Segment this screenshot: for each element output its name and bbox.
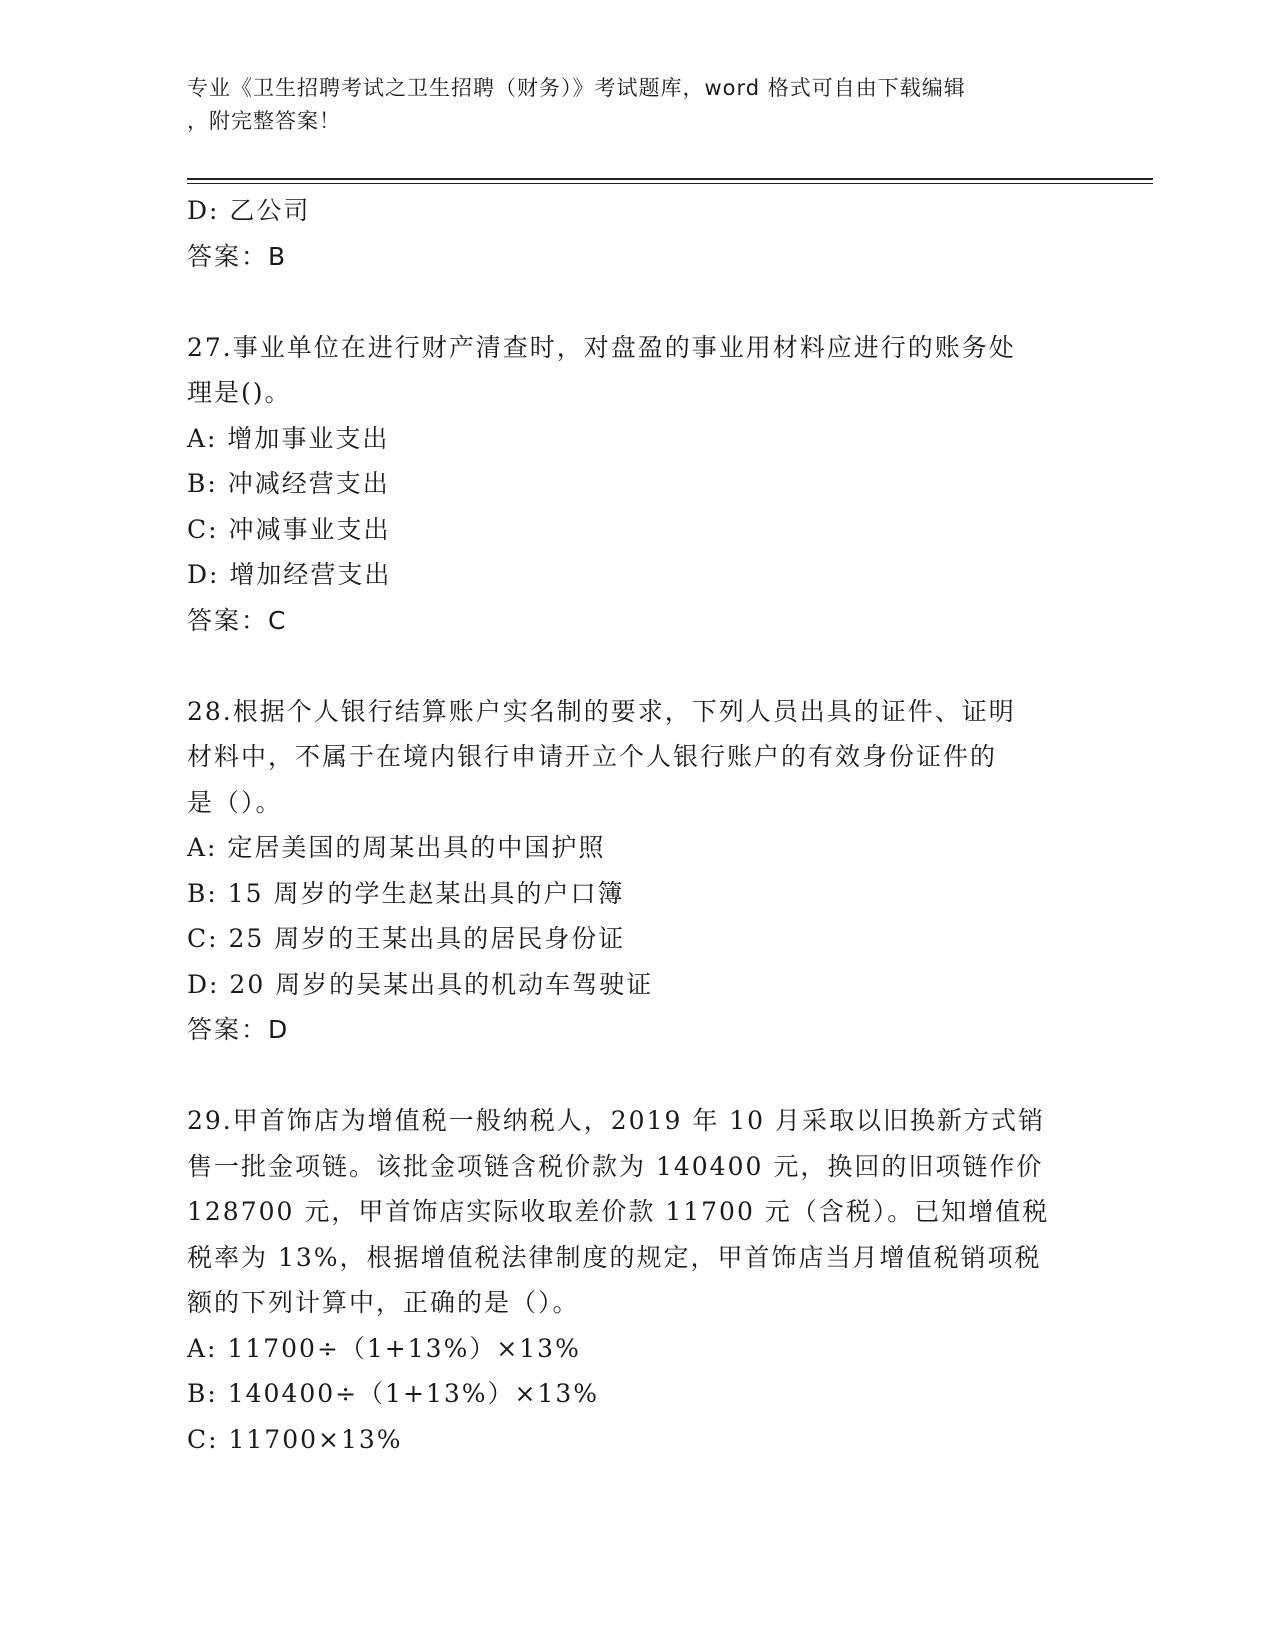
- answer: 答案：D: [187, 1015, 290, 1044]
- option-b: B: 冲减经营支出: [187, 469, 390, 498]
- option-c: C: 冲减事业支出: [187, 514, 391, 544]
- document-body: [187, 188, 1087, 1462]
- answer: 答案：B: [187, 241, 288, 271]
- answer: 答案：C: [187, 605, 288, 635]
- option-d: D: 增加经营支出: [187, 560, 392, 589]
- question-stem: 额的下列计算中，正确的是（）。: [187, 1288, 580, 1317]
- spacer: [187, 643, 1087, 689]
- question-stem: 是（）。: [187, 787, 283, 817]
- question-stem: 27.事业单位在进行财产清查时，对盘盈的事业用材料应进行的账务处: [187, 332, 1016, 362]
- header-rule-thin: [187, 183, 1153, 184]
- question-29: [187, 1098, 1087, 1462]
- spacer: [187, 1053, 1087, 1099]
- header-line-1: 专业《卫生招聘考试之卫生招聘（财务）》考试题库，word 格式可自由下载编辑: [187, 76, 966, 100]
- option-a: A: 定居美国的周某出具的中国护照: [187, 833, 606, 862]
- spacer: [187, 279, 1087, 325]
- option-d: D: 乙公司: [187, 196, 311, 225]
- question-27: [187, 325, 1087, 644]
- question-stem: 理是()。: [187, 378, 292, 407]
- question-prev: [187, 188, 1087, 279]
- option-a: A: 增加事业支出: [187, 423, 390, 453]
- question-stem: 29.甲首饰店为增值税一般纳税人，2019 年 10 月采取以旧换新方式销: [187, 1106, 1046, 1135]
- page-header: [187, 72, 1077, 138]
- question-28: [187, 689, 1087, 1053]
- question-stem: 28.根据个人银行结算账户实名制的要求，下列人员出具的证件、证明: [187, 696, 1016, 726]
- option-b: B: 140400÷（1+13%）×13%: [187, 1379, 600, 1408]
- option-d: D: 20 周岁的吴某出具的机动车驾驶证: [187, 969, 654, 999]
- option-a: A: 11700÷（1+13%）×13%: [187, 1333, 581, 1363]
- option-c: C: 25 周岁的王某出具的居民身份证: [187, 924, 626, 953]
- question-stem: 材料中，不属于在境内银行申请开立个人银行账户的有效身份证件的: [187, 742, 998, 771]
- question-stem: 税率为 13%，根据增值税法律制度的规定，甲首饰店当月增值税销项税: [187, 1242, 1042, 1272]
- question-stem: 售一批金项链。该批金项链含税价款为 140400 元，换回的旧项链作价: [187, 1151, 1044, 1181]
- option-c: C: 11700×13%: [187, 1424, 403, 1454]
- header-line-2: ，附完整答案！: [187, 109, 341, 133]
- header-rule-thick: [187, 178, 1153, 180]
- option-b: B: 15 周岁的学生赵某出具的户口簿: [187, 878, 625, 908]
- question-stem: 128700 元，甲首饰店实际收取差价款 11700 元（含税）。已知增值税: [187, 1197, 1050, 1226]
